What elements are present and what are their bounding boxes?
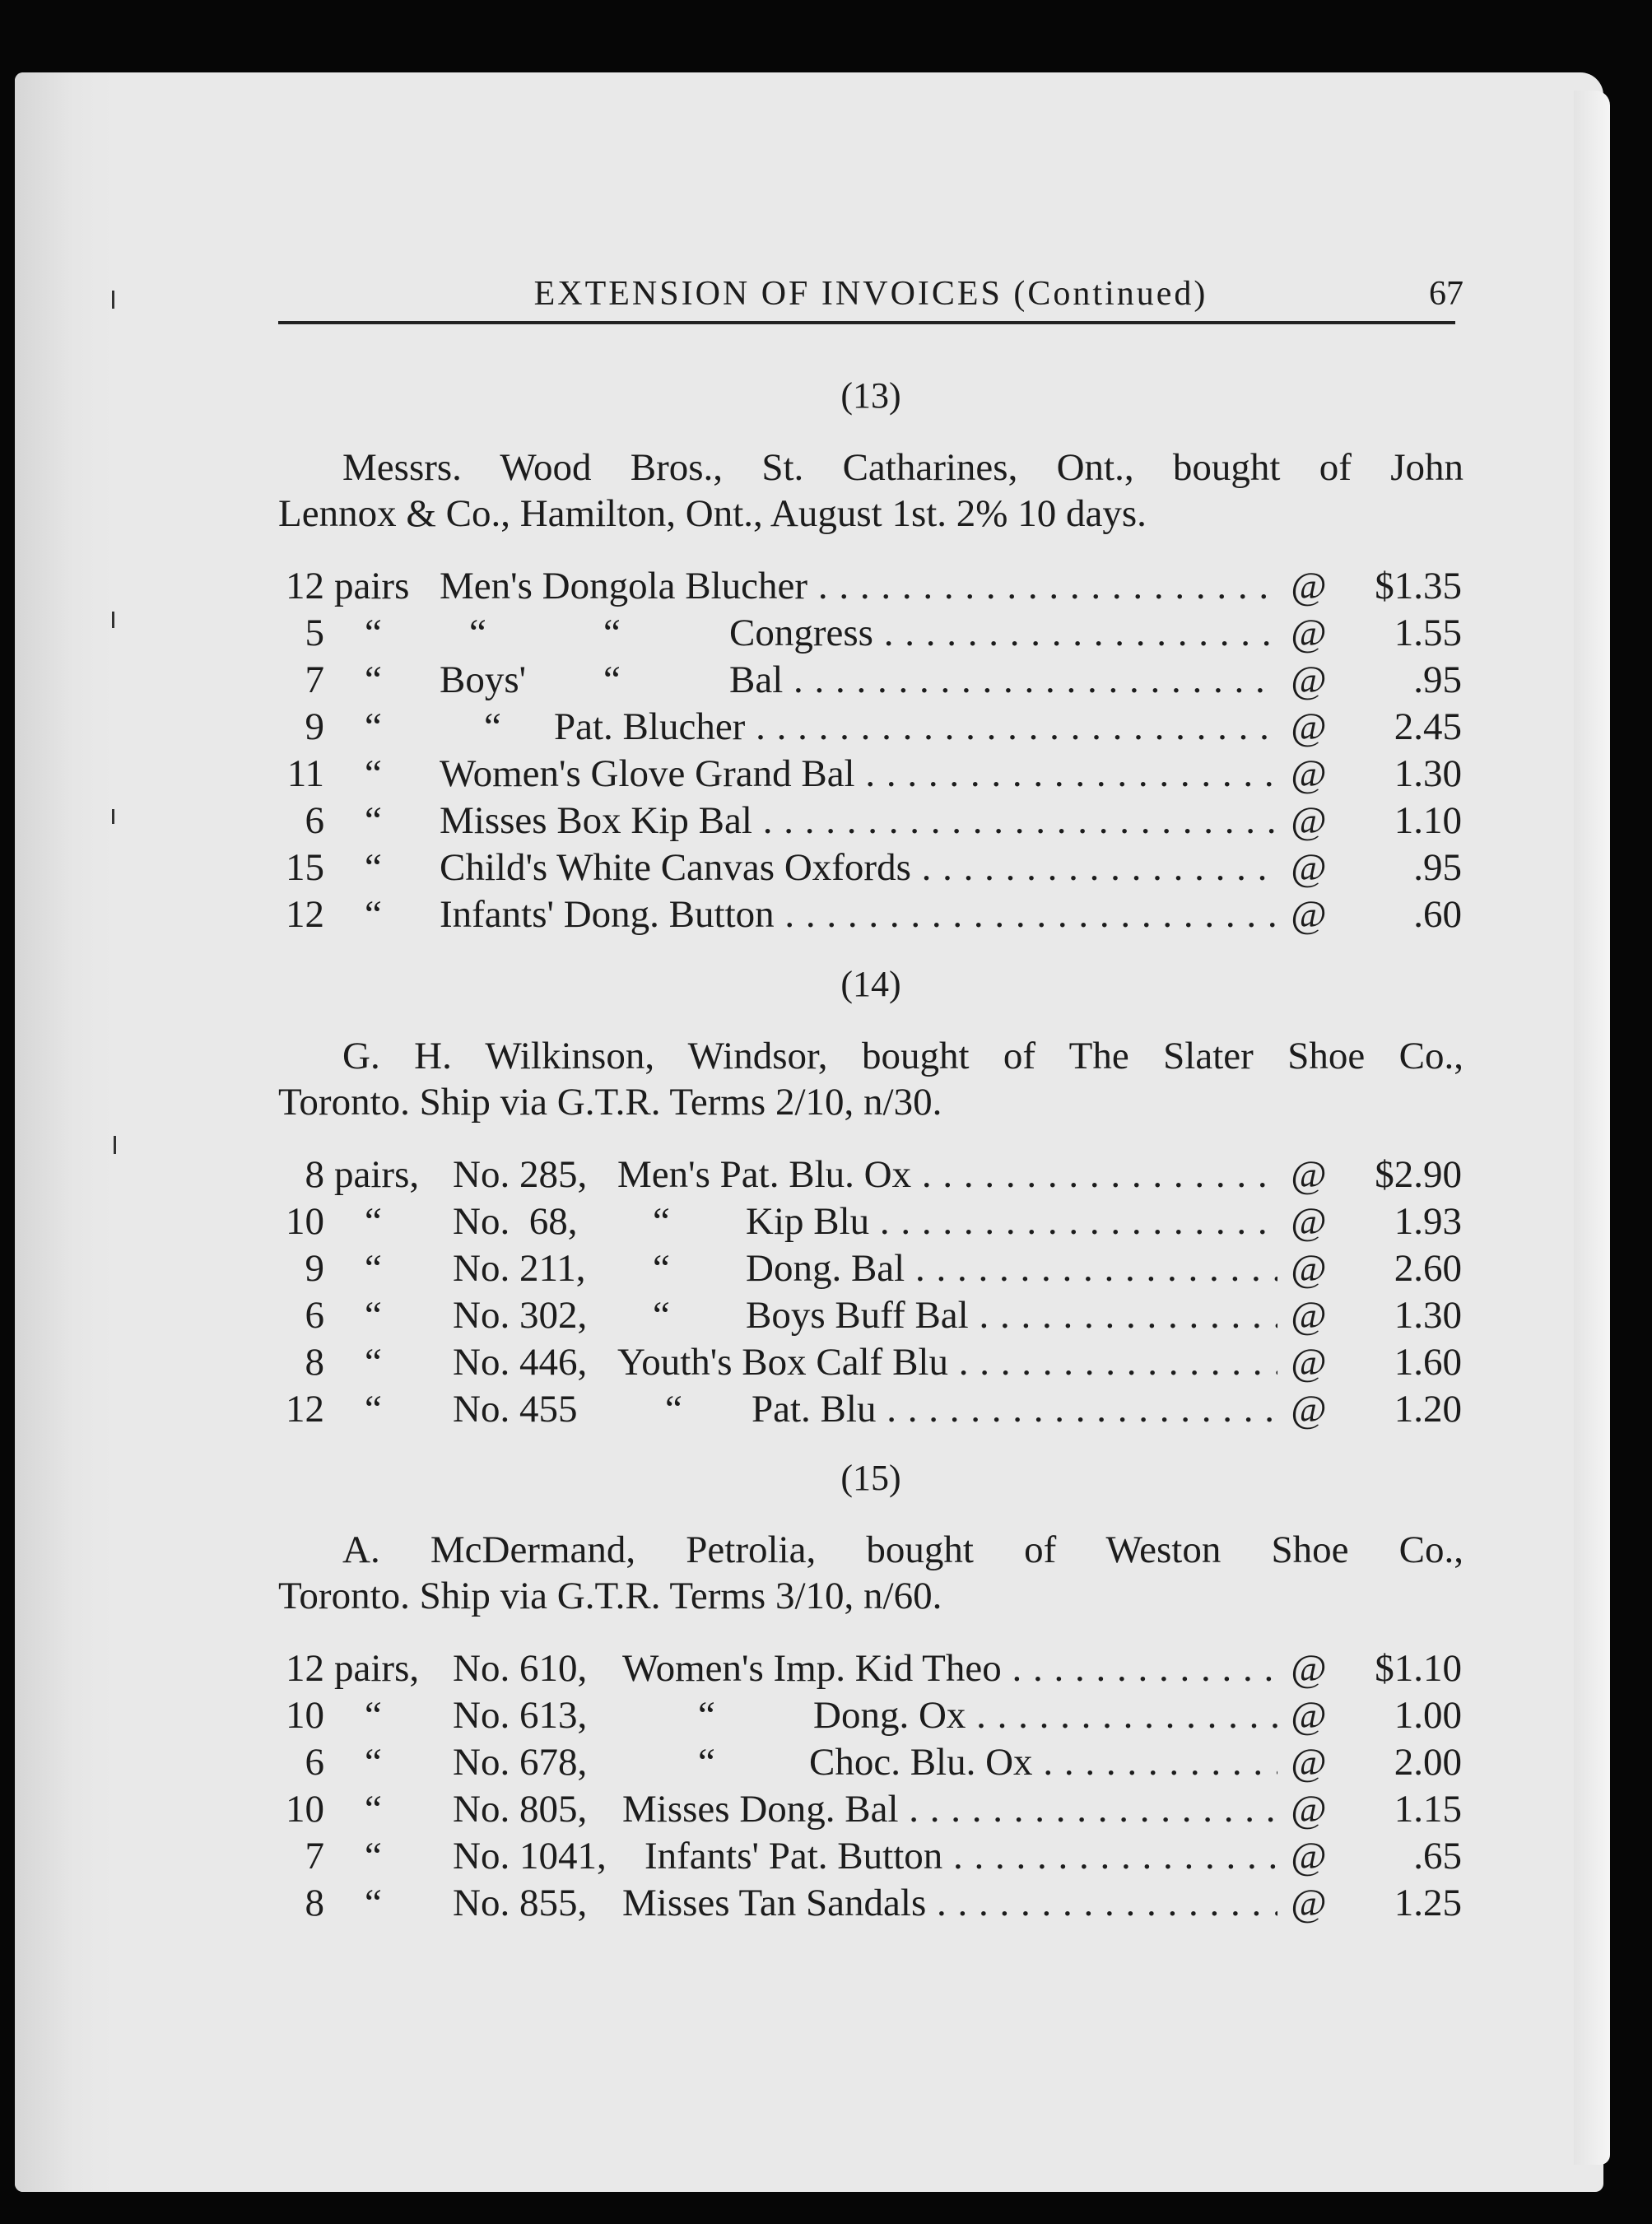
invoice-intro xyxy=(278,444,1464,537)
at-symbol: @ xyxy=(1291,565,1327,607)
item-quantity: 11 xyxy=(286,752,324,795)
intro-line: A. McDermand, Petrolia, bought of Weston Shoe Co., xyxy=(342,1528,1464,1571)
intro-line: Messrs. Wood Bros., St. Catharines, Ont., bought of John xyxy=(342,446,1464,489)
invoice-items xyxy=(278,1645,1464,1927)
at-symbol: @ xyxy=(1291,612,1327,654)
item-style-number: No. 805, xyxy=(453,1788,588,1831)
item-quantity: 6 xyxy=(305,799,324,842)
item-price: $1.35 xyxy=(1375,565,1462,607)
invoice-item xyxy=(278,891,1464,938)
at-symbol: @ xyxy=(1291,1741,1327,1784)
ditto-mark: “ xyxy=(653,1294,670,1337)
item-quantity: 9 xyxy=(305,705,324,748)
item-description: Boys Buff Bal . . . xyxy=(746,1292,1277,1339)
item-style-number: No. 1041, xyxy=(453,1835,607,1877)
item-unit: pairs, xyxy=(334,1647,420,1690)
item-price: 2.45 xyxy=(1394,705,1462,748)
item-price: .95 xyxy=(1413,658,1462,701)
invoice-item xyxy=(278,1152,1464,1198)
item-description: Dong. Ox . . . xyxy=(813,1692,1277,1739)
intro-line: G. H. Wilkinson, Windsor, bought of The Slater Shoe Co., xyxy=(342,1035,1464,1077)
item-price: .95 xyxy=(1413,846,1462,889)
ditto-mark: “ xyxy=(365,1341,382,1384)
invoice-intro xyxy=(278,1527,1464,1619)
ditto-mark: “ xyxy=(365,1388,382,1431)
at-symbol: @ xyxy=(1291,1247,1327,1290)
item-price: .65 xyxy=(1413,1835,1462,1877)
invoice-item xyxy=(278,1292,1464,1339)
ditto-mark: “ xyxy=(365,893,382,936)
item-quantity: 10 xyxy=(286,1200,324,1243)
ditto-mark: “ xyxy=(365,1741,382,1784)
ditto-mark: “ xyxy=(603,612,621,654)
ditto-mark: “ xyxy=(365,1882,382,1924)
item-price: 1.93 xyxy=(1394,1200,1462,1243)
invoice-item xyxy=(278,1645,1464,1692)
ditto-mark: “ xyxy=(603,658,621,701)
ditto-mark: “ xyxy=(653,1200,670,1243)
item-quantity: 6 xyxy=(305,1294,324,1337)
item-quantity: 9 xyxy=(305,1247,324,1290)
item-quantity: 8 xyxy=(305,1882,324,1924)
item-quantity: 10 xyxy=(286,1788,324,1831)
ditto-mark: “ xyxy=(365,799,382,842)
ditto-mark: “ xyxy=(365,846,382,889)
at-symbol: @ xyxy=(1291,1835,1327,1877)
intro-line: Toronto. Ship via G.T.R. Terms 3/10, n/60. xyxy=(278,1575,942,1617)
item-description: Boys' xyxy=(440,658,527,701)
item-style-number: No. 455 xyxy=(453,1388,578,1431)
invoice-item xyxy=(278,1786,1464,1833)
invoice-section-13 xyxy=(278,370,1464,938)
item-quantity: 12 xyxy=(286,893,324,936)
intro-line: Toronto. Ship via G.T.R. Terms 2/10, n/30. xyxy=(278,1081,942,1124)
ditto-mark: “ xyxy=(365,612,382,654)
item-price: 1.30 xyxy=(1394,1294,1462,1337)
ditto-mark: “ xyxy=(653,1247,670,1290)
page-number: 67 xyxy=(1429,275,1464,313)
item-price: 1.30 xyxy=(1394,752,1462,795)
ditto-mark: “ xyxy=(365,1788,382,1831)
invoice-item xyxy=(278,1245,1464,1292)
item-description: Bal . . . xyxy=(729,657,1277,704)
at-symbol: @ xyxy=(1291,799,1327,842)
invoice-item xyxy=(278,1880,1464,1927)
item-style-number: No. 855, xyxy=(453,1882,588,1924)
section-number: (13) xyxy=(840,375,901,416)
item-description: Misses Tan Sandals . . . xyxy=(622,1880,1277,1927)
invoice-item xyxy=(278,657,1464,704)
invoice-items xyxy=(278,1152,1464,1433)
intro-line: Lennox & Co., Hamilton, Ont., August 1st. 2% 10 days. xyxy=(278,492,1147,535)
item-price: .60 xyxy=(1413,893,1462,936)
invoice-item xyxy=(278,1692,1464,1739)
item-description: Youth's Box Calf Blu . . . xyxy=(617,1339,1277,1386)
item-style-number: No. 285, xyxy=(453,1153,588,1196)
section-number: (14) xyxy=(840,964,901,1004)
item-style-number: No. 68, xyxy=(453,1200,578,1243)
item-description: Kip Blu . . . xyxy=(746,1198,1277,1245)
invoice-section-15 xyxy=(278,1453,1464,1927)
invoice-item xyxy=(278,1833,1464,1880)
invoice-item xyxy=(278,610,1464,657)
invoice-item xyxy=(278,798,1464,844)
item-style-number: No. 302, xyxy=(453,1294,588,1337)
at-symbol: @ xyxy=(1291,1882,1327,1924)
item-price: 1.60 xyxy=(1394,1341,1462,1384)
item-price: $1.10 xyxy=(1375,1647,1462,1690)
invoice-item xyxy=(278,1386,1464,1433)
item-description: Choc. Blu. Ox . . . xyxy=(809,1739,1277,1786)
header-rule xyxy=(278,321,1455,324)
at-symbol: @ xyxy=(1291,1647,1327,1690)
at-symbol: @ xyxy=(1291,1294,1327,1337)
ditto-mark: “ xyxy=(698,1694,715,1737)
at-symbol: @ xyxy=(1291,1388,1327,1431)
item-unit: pairs xyxy=(334,565,410,607)
ditto-mark: “ xyxy=(698,1741,715,1784)
item-style-number: No. 610, xyxy=(453,1647,588,1690)
invoice-item xyxy=(278,1339,1464,1386)
item-description: Congress . . . xyxy=(729,610,1277,657)
ditto-mark: “ xyxy=(365,1694,382,1737)
spine-mark xyxy=(112,809,114,824)
running-title: EXTENSION OF INVOICES (Continued) xyxy=(533,275,1208,313)
invoice-item xyxy=(278,704,1464,751)
item-style-number: No. 211, xyxy=(453,1247,586,1290)
invoice-section-14 xyxy=(278,959,1464,1433)
item-quantity: 7 xyxy=(305,1835,324,1877)
item-description: Infants' Pat. Button . . . xyxy=(645,1833,1277,1880)
running-head xyxy=(278,268,1464,325)
item-price: 1.20 xyxy=(1394,1388,1462,1431)
ditto-mark: “ xyxy=(469,612,486,654)
invoice-intro xyxy=(278,1033,1464,1125)
section-number: (15) xyxy=(840,1458,901,1498)
item-description: Pat. Blucher . . . xyxy=(554,704,1277,751)
item-description: Men's Dongola Blucher . . . xyxy=(440,563,1277,610)
at-symbol: @ xyxy=(1291,1200,1327,1243)
item-price: 1.15 xyxy=(1394,1788,1462,1831)
item-quantity: 10 xyxy=(286,1694,324,1737)
invoice-item xyxy=(278,1198,1464,1245)
item-description: Infants' Dong. Button . . . xyxy=(440,891,1277,938)
at-symbol: @ xyxy=(1291,1153,1327,1196)
ditto-mark: “ xyxy=(365,705,382,748)
invoice-item xyxy=(278,1739,1464,1786)
ditto-mark: “ xyxy=(365,658,382,701)
page-edge xyxy=(1574,91,1610,2165)
ditto-mark: “ xyxy=(365,752,382,795)
item-quantity: 15 xyxy=(286,846,324,889)
item-description: Child's White Canvas Oxfords . . . xyxy=(440,844,1277,891)
item-quantity: 5 xyxy=(305,612,324,654)
at-symbol: @ xyxy=(1291,1694,1327,1737)
item-price: 1.25 xyxy=(1394,1882,1462,1924)
at-symbol: @ xyxy=(1291,1341,1327,1384)
item-price: 1.00 xyxy=(1394,1694,1462,1737)
item-quantity: 12 xyxy=(286,1388,324,1431)
item-quantity: 8 xyxy=(305,1153,324,1196)
item-description: Men's Pat. Blu. Ox . . . xyxy=(617,1152,1277,1198)
item-description: Pat. Blu . . . xyxy=(752,1386,1277,1433)
spine-mark xyxy=(114,1136,116,1154)
item-description: Dong. Bal . . . xyxy=(746,1245,1277,1292)
item-style-number: No. 678, xyxy=(453,1741,588,1784)
item-price: 2.60 xyxy=(1394,1247,1462,1290)
at-symbol: @ xyxy=(1291,658,1327,701)
invoice-item xyxy=(278,751,1464,798)
at-symbol: @ xyxy=(1291,1788,1327,1831)
at-symbol: @ xyxy=(1291,893,1327,936)
spine-mark xyxy=(112,291,114,309)
item-description: Women's Imp. Kid Theo . . . xyxy=(622,1645,1277,1692)
item-style-number: No. 446, xyxy=(453,1341,588,1384)
item-description: Misses Dong. Bal . . . xyxy=(622,1786,1277,1833)
item-quantity: 6 xyxy=(305,1741,324,1784)
item-price: $2.90 xyxy=(1375,1153,1462,1196)
item-style-number: No. 613, xyxy=(453,1694,588,1737)
item-quantity: 8 xyxy=(305,1341,324,1384)
invoice-items xyxy=(278,563,1464,938)
book-spine xyxy=(15,72,114,2192)
item-price: 1.55 xyxy=(1394,612,1462,654)
spine-mark xyxy=(112,612,114,628)
item-quantity: 7 xyxy=(305,658,324,701)
item-description: Women's Glove Grand Bal . . . xyxy=(440,751,1277,798)
ditto-mark: “ xyxy=(484,705,501,748)
at-symbol: @ xyxy=(1291,705,1327,748)
item-quantity: 12 xyxy=(286,565,324,607)
item-price: 1.10 xyxy=(1394,799,1462,842)
at-symbol: @ xyxy=(1291,752,1327,795)
at-symbol: @ xyxy=(1291,846,1327,889)
ditto-mark: “ xyxy=(365,1247,382,1290)
invoice-item xyxy=(278,844,1464,891)
item-description: Misses Box Kip Bal . . . xyxy=(440,798,1277,844)
ditto-mark: “ xyxy=(365,1835,382,1877)
item-unit: pairs, xyxy=(334,1153,420,1196)
item-quantity: 12 xyxy=(286,1647,324,1690)
invoice-item xyxy=(278,563,1464,610)
ditto-mark: “ xyxy=(665,1388,682,1431)
ditto-mark: “ xyxy=(365,1200,382,1243)
ditto-mark: “ xyxy=(365,1294,382,1337)
item-price: 2.00 xyxy=(1394,1741,1462,1784)
